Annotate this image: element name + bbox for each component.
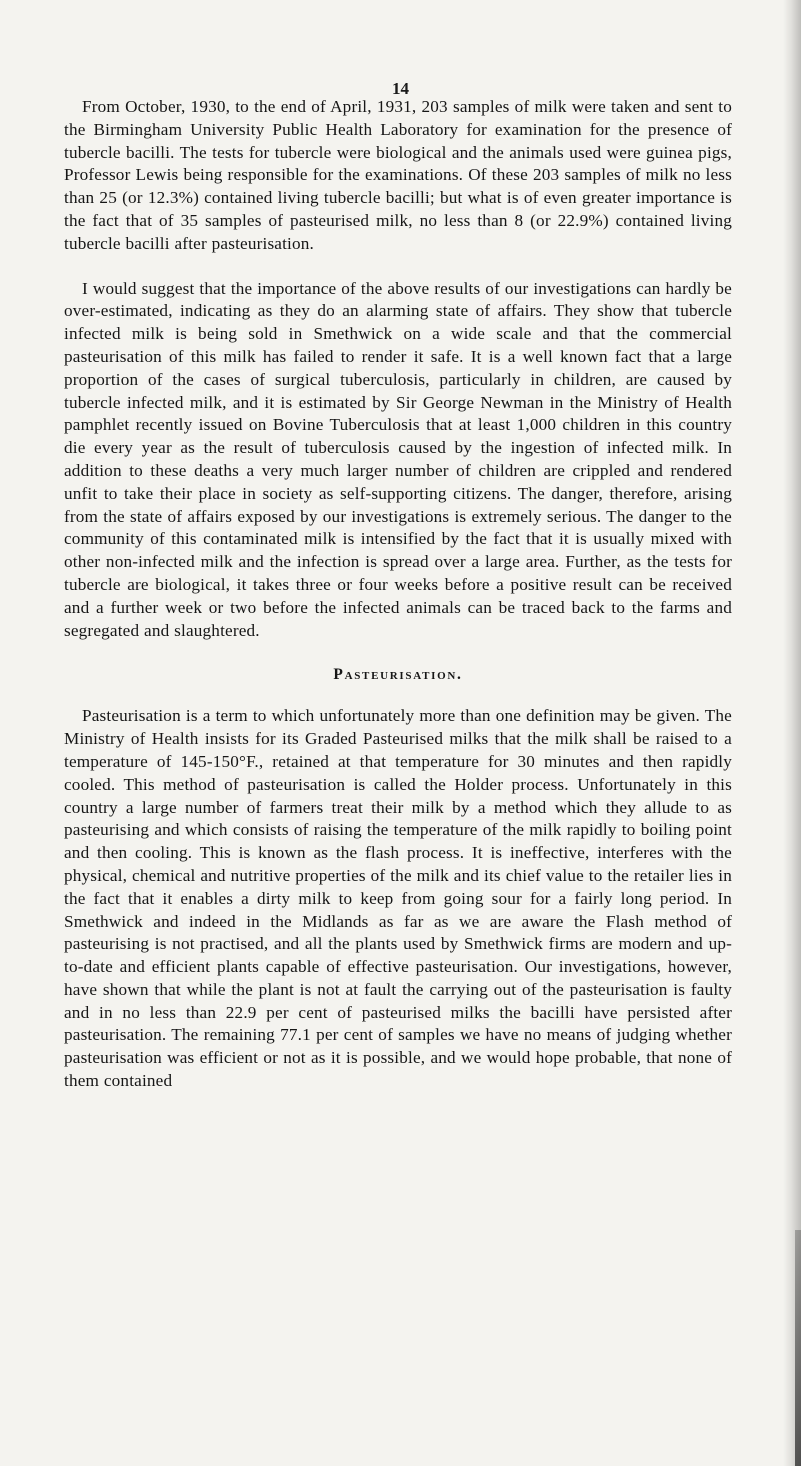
paragraph-3: Pasteurisation is a term to which unfortunately more than one definition may be given. The Ministry of Health insists for its Graded Pasteurised milks that the milk shall be raised to a temperature of 145-150°F., retained at that temperature for 30 minutes and then rapidly cooled. This method of pasteurisation is called the Holder process. Unfortunately in this country a large number of farmers treat their milk by a method which they allude to as pasteurising and which consists of raising the temperature of the milk rapidly to boiling point and then cooling. This is known as the flash process. It is ineffective, interferes with the physical, chemical and nutritive properties of the milk and its chief value to the retailer lies in the fact that it enables a dirty milk to keep from going sour for a fairly long period. In Smethwick and indeed in the Midlands as far as we are aware the Flash method of pasteurising is not practised, and all the plants used by Smethwick firms are modern and up-to-date and efficient plants capable of effective pasteurisation. Our investigations, however, have shown that while the plant is not at fault the carrying out of the pasteurisation is faulty and in no less than 22.9 per cent of pasteurised milks the bacilli have persisted after pasteurisation. The remaining 77.1 per cent of samples we have no means of judging whether pasteurisation was efficient or not as it is possible, and we would hope probable, that none of them contained (64, 706, 732, 1091)
page-edge-dark (795, 1230, 801, 1466)
page-number: 14 (392, 79, 409, 98)
document-body (64, 96, 732, 1093)
section-heading-pasteurisation: Pasteurisation. (333, 666, 463, 684)
paragraph-2: I would suggest that the importance of the above results of our investigations can hardly be over-estimated, indicating as they do an alarming state of affairs. They show that tubercle infected milk is being sold in Smethwick on a wide scale and that the commercial pasteurisation of this milk has failed to render it safe. It is a well known fact that a large proportion of the cases of surgical tuberculosis, particularly in children, are caused by tubercle infected milk, and it is estimated by Sir George Newman in the Ministry of Health pamphlet recently issued on Bovine Tuberculosis that at least 1,000 children in this country die every year as the result of tuberculosis caused by the ingestion of infected milk. In addition to these deaths a very much larger number of children are crippled and rendered unfit to take their place in society as self-supporting citizens. The danger, therefore, arising from the state of affairs exposed by our investigations is extremely serious. The danger to the community of this contaminated milk is intensified by the fact that it is usually mixed with other non-infected milk and the infection is spread over a large area. Further, as the tests for tubercle are biological, it takes three or four weeks before a positive result can be received and a further week or two before the infected animals can be traced back to the farms and segregated and slaughtered. (64, 278, 732, 640)
paragraph-1: From October, 1930, to the end of April, 1931, 203 samples of milk were taken and sent to the Birmingham University Public Health Laboratory for examination for the presence of tubercle bacilli. The tests for tubercle were biological and the animals used were guinea pigs, Professor Lewis being responsible for the examinations. Of these 203 samples of milk no less than 25 (or 12.3%) contained living tubercle bacilli; but what is of even greater importance is the fact that of 35 samples of pasteurised milk, no less than 8 (or 22.9%) contained living tubercle bacilli after pasteurisation. (64, 97, 732, 253)
